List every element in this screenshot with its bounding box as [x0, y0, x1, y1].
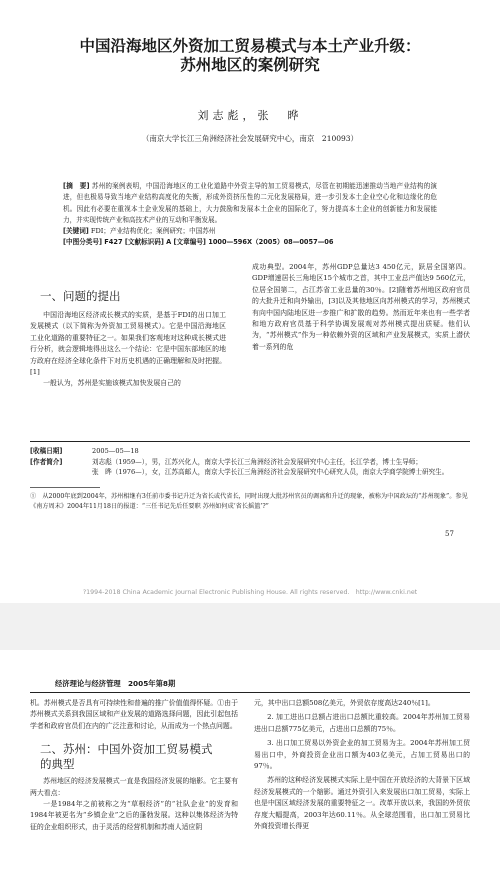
page2-right-column: [254, 698, 470, 832]
page2-left-column: [30, 698, 238, 833]
right-column: [252, 262, 470, 353]
keywords-text: FDI；产业结构优化；案例研究；中国苏州: [90, 227, 216, 236]
received-label: [收稿日期]: [30, 447, 63, 455]
page2-left-top: 机。苏州模式是否具有可持续性和普遍的推广价值值得怀疑。①由于苏州模式关系到我国区域和产业发展的道路选择问题，因此引起包括学者和政府官员们在内的广泛注意和讨论，从而成为一个热点问题。: [30, 699, 238, 730]
footnote-rule: [30, 487, 100, 488]
header-rule: [30, 692, 470, 693]
page-gap: [0, 603, 500, 650]
abstract-label: [摘 要]: [63, 182, 90, 190]
authors: 刘志彪，张 晔: [197, 109, 303, 122]
right-column-body: 成功典型。2004年，苏州GDP总量达3 450亿元，跃居全国第四。GDP增速居长三角地区15个城市之首，其中工业总产值达9 560亿元，位居全国第二，占江苏省工业总量的30％。[2]随着苏州地区政府官员的大批升迁和向外输出，[3]以及其他地区向苏州模式的学习，苏州模式有向中国内陆地区进一步推广和扩散的趋势。然而近年来也有一些学者和地方政府官员基于科学协调发展观对苏州模式提出质疑。他们认为，“苏州模式”作为一种依赖外资的区域和产业发展模式，实质上潜伏着一系列的危: [252, 263, 470, 351]
section-2-heading-line-1: 二、苏州：中国外资加工贸易模式: [40, 742, 213, 757]
title-line-2: 苏州地区的案例研究: [180, 56, 320, 74]
section-2-heading-line-2: 的典型: [40, 757, 75, 772]
section-2-heading: [40, 742, 238, 772]
author-bio-2: 张 晔（1976—），女，江苏高邮人，南京大学长江三角洲经济社会发展研究中心研究人员，南京大学商学院博士研究生。: [92, 468, 449, 477]
abstract-text: 苏州的案例表明，中国沿海地区的工业化道路中外资主导的加工贸易模式，尽管在初期能迅速推动当地产业结构的演进，但也极易导致当地产业结构高度化的失衡，形成外资挤压性的二元化发展格局，进一步引发本土企业空心化和边缘化的危机。因此有必要在重视本土企业发展的基础上，大力鼓励和发展本土企业的国际化了，努力提高本土企业的创新能力和发展能力，并实现传统产业和高技术产业的互动和平衡发展。: [63, 182, 437, 224]
divider-rule: [30, 441, 470, 442]
keywords-label: [关键词]: [63, 227, 89, 236]
page2-item-4: 苏州的这种经济发展模式实际上是中国在开放经济的大背景下区域经济发展模式的一个缩影。通过外资引入来发展出口加工贸易，实际上也是中国区域经济发展的重要特征之一。改革开放以来，我国的外贸依存度大幅提高，2003年达60.11％。从全球范围看，出口加工贸易比外商投资增长得更: [254, 776, 470, 831]
received-date: 2005—05—18: [92, 447, 139, 455]
copyright-footer: ?1994-2018 China Academic Journal Electronic Publishing House. All rights reserved. http://www.cnki.net: [82, 589, 418, 596]
page2-item-3: 3. 出口加工贸易以外资企业的加工贸易为主。2004年苏州加工贸易出口中，外商投资企业出口额为403亿美元，占加工贸易出口的97％。: [254, 739, 470, 771]
affiliation: （南京大学长江三角洲经济社会发展研究中心，南京 210093）: [141, 134, 359, 143]
abstract-block: [63, 181, 437, 249]
page2-right-top: 元，其中出口总额508亿美元，外贸依存度高达240％[1]。: [254, 699, 435, 707]
article-info: [30, 446, 470, 478]
paper-title: [20, 37, 480, 75]
page2-item-2: 2. 加工进出口总额占进出口总额比重较高。2004年苏州加工贸易进出口总额775亿美元，占进出口总额的75％。: [254, 713, 470, 733]
classification-line: [中图分类号] F427 [文献标识码] A [文章编号] 1000—596X（2005）08—0057—06: [63, 238, 334, 247]
author-label: [作者简介]: [30, 457, 63, 466]
page-number: 57: [445, 530, 454, 538]
page2-left-body-1: 苏州地区的经济发展模式一直是我国经济发展的缩影。它主要有两大看点：: [30, 777, 238, 797]
left-column-body: 中国沿海地区经济成长模式的实质，是基于FDI的出口加工发展模式（以下简称为外资加工贸易模式）。它是中国沿海地区工业化道路的重要特征之一。如果我们客观地对这种成长模式进行分析，就会逻辑地得出这么一个结论：它是中国东部地区的地方政府在经济全球化条件下对历史机遇的正确理解和及时把握。[1]: [30, 311, 226, 377]
page2-left-body-2: 一是1984年之前被称之为“草根经济”的“社队企业”的发育和1984年被更名为“乡镇企业”之后的蓬勃发展。这种以集体经济为特征的企业组织形式，由于灵活的经营机制和苏南人适应阴: [30, 800, 238, 831]
section-1-heading: 一、问题的提出: [40, 289, 121, 303]
footnote: ① 从2000年底到2004年，苏州相继有3任前市委书记升迁为省长或代省长，同时出现大批苏州官员的调离和升迁的现象，被称为中国政坛的“苏州现象”。参见《南方周末》2004年11月18日的报道：“三任书记先后任要职 苏州如何成‘省长摇篮’?”: [30, 493, 468, 510]
left-column-last-line: 一般认为，苏州是实施该模式加快发展自己的: [43, 379, 181, 388]
left-column: [30, 262, 226, 390]
journal-header: 经济理论与经济管理 2005年第8期: [55, 679, 176, 688]
author-bio-1: 刘志彪（1959—），男，江苏兴化人，南京大学长江三角洲经济社会发展研究中心主任，长江学者，博士生导师；: [92, 457, 422, 466]
page-2: [0, 650, 500, 888]
title-line-1: 中国沿海地区外资加工贸易模式与本土产业升级：: [79, 37, 421, 55]
